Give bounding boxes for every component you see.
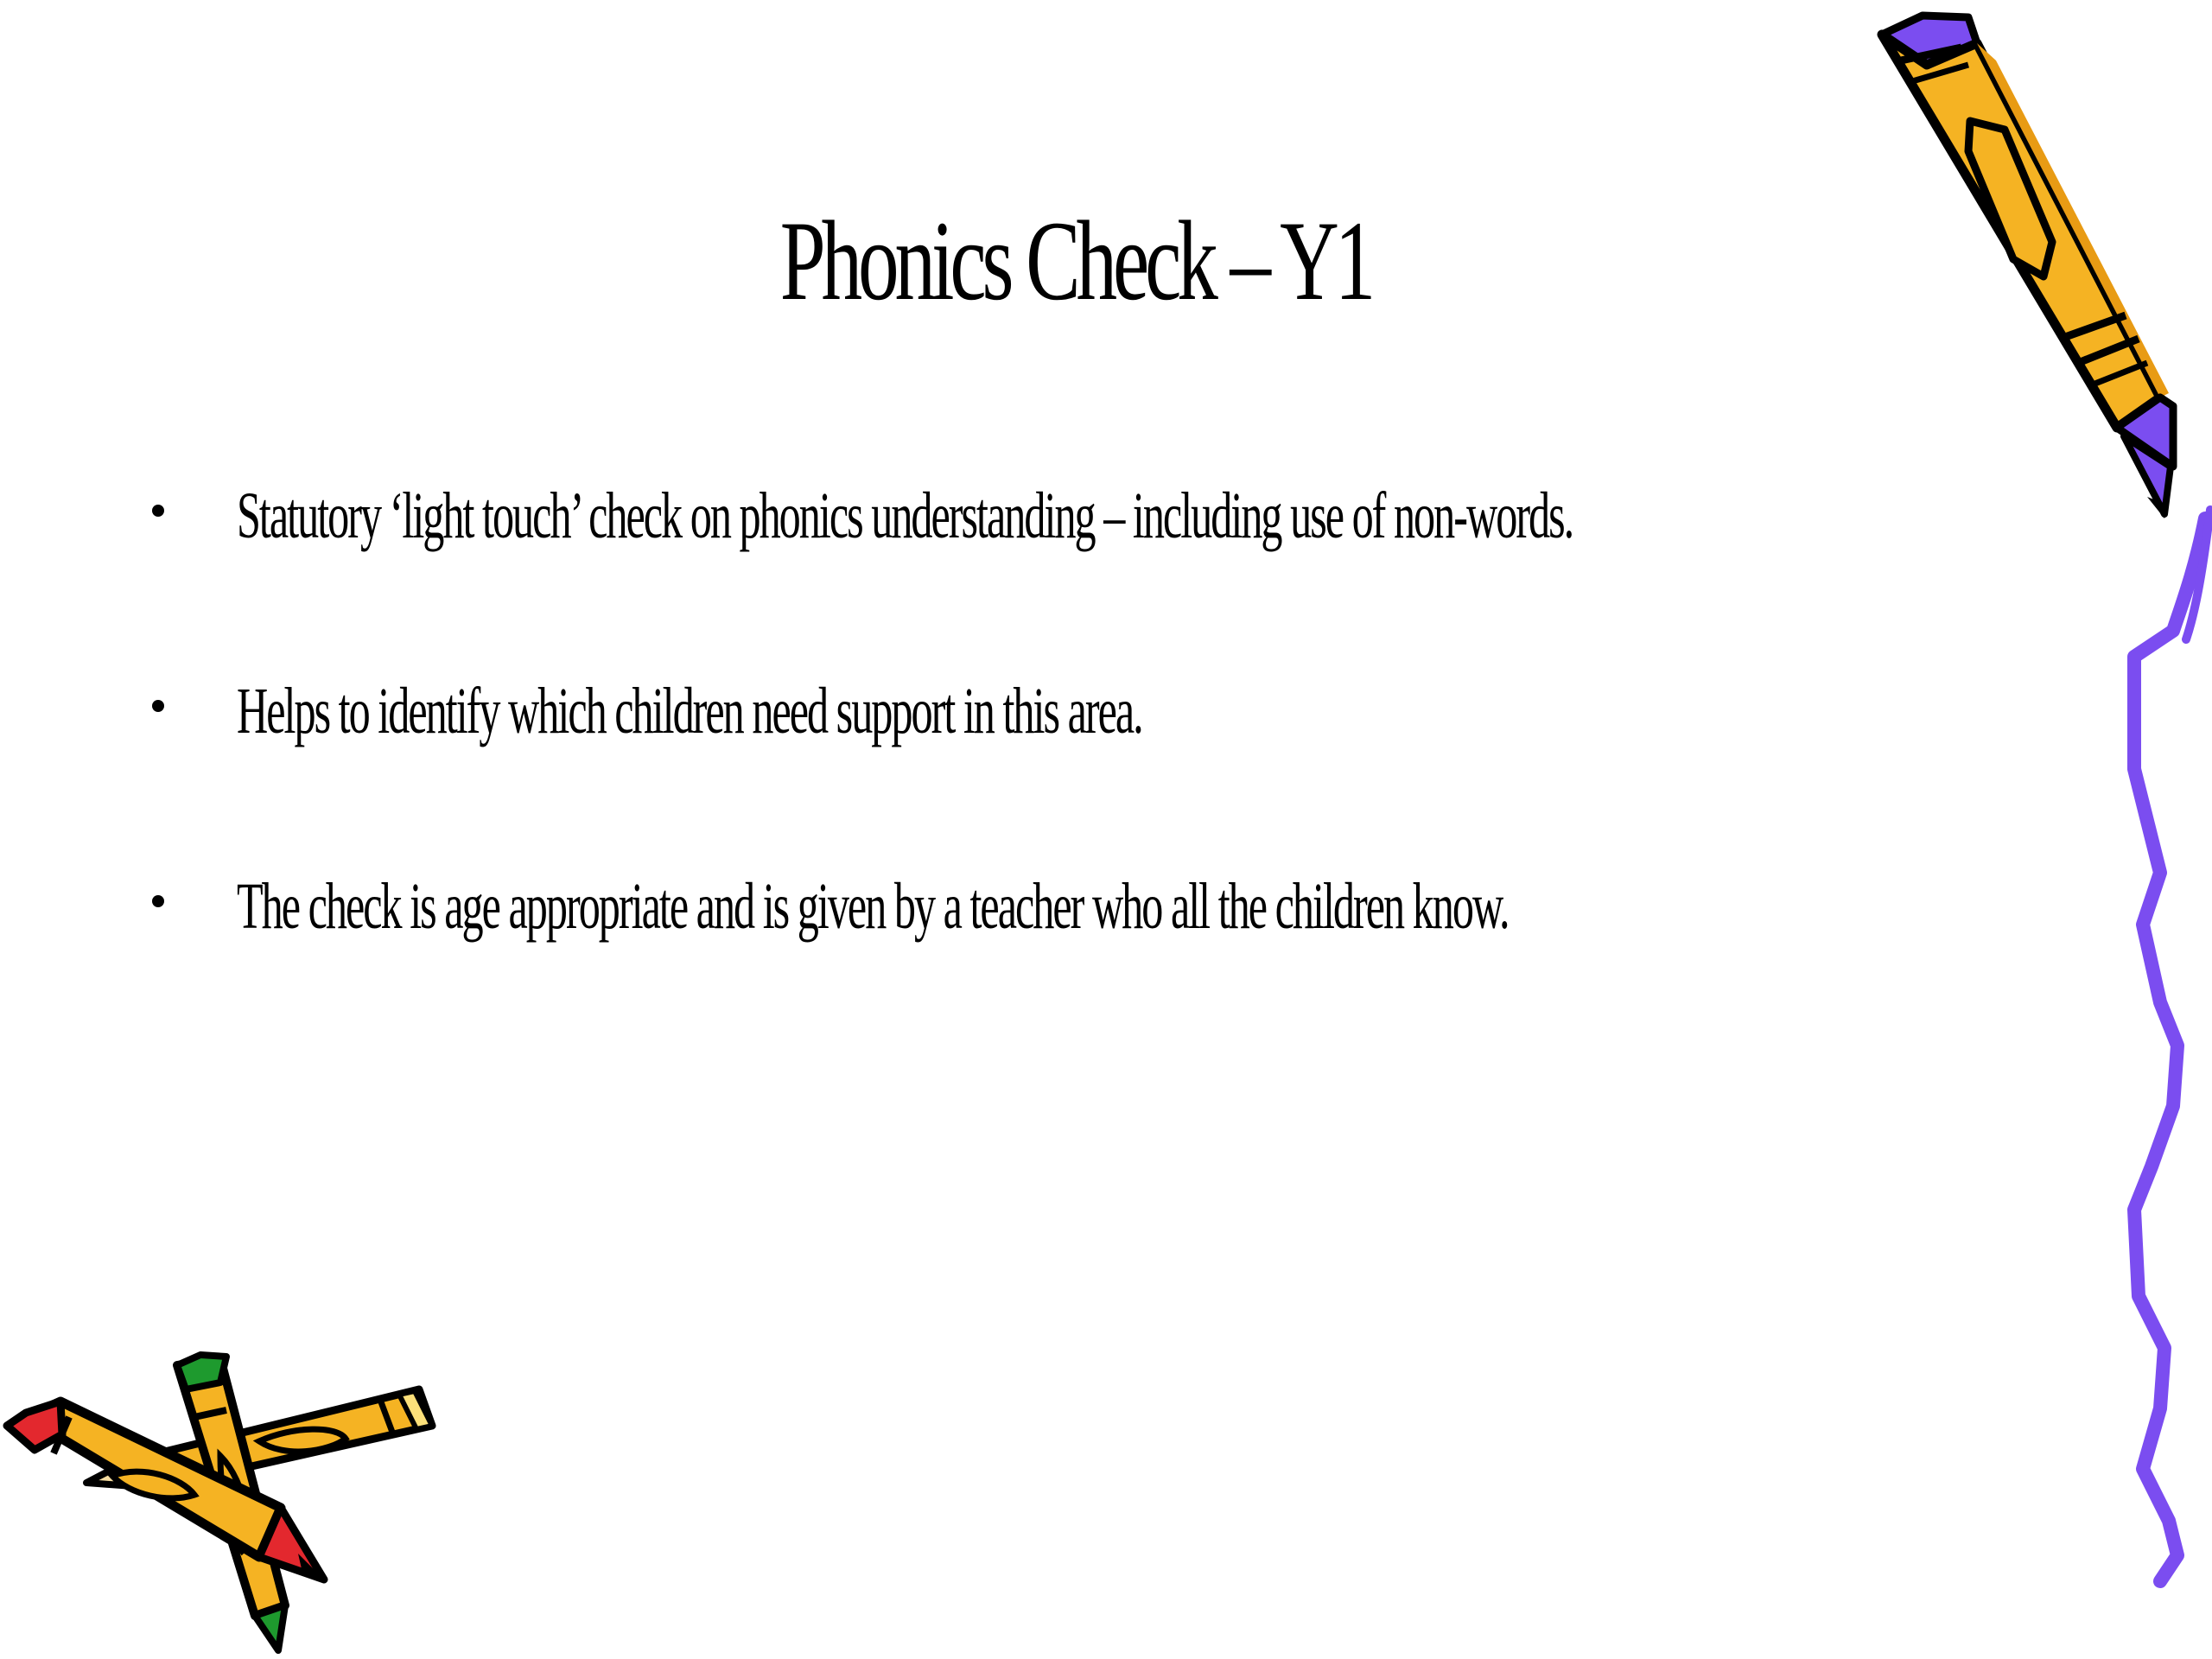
bullet-dot-icon — [152, 700, 164, 712]
bullet-item — [0, 477, 2074, 555]
bullet-item — [0, 672, 2074, 750]
crossed-pencils-icon — [0, 1331, 449, 1659]
bullet-dot-icon — [152, 895, 164, 907]
pencil-icon — [1866, 0, 2212, 536]
bullet-text: Statutory ‘light touch’ check on phonics understanding – including use of non-words. — [237, 480, 1573, 552]
bullet-dot-icon — [152, 505, 164, 517]
slide-title: Phonics Check – Y1 — [779, 197, 1372, 324]
bullet-text: Helps to identify which children need support in this area. — [237, 675, 1142, 747]
bullet-text: The check is age appropriate and is given by a teacher who all the children know. — [237, 870, 1509, 943]
squiggle-line-icon — [2100, 501, 2212, 1581]
bullet-item — [0, 868, 2074, 945]
